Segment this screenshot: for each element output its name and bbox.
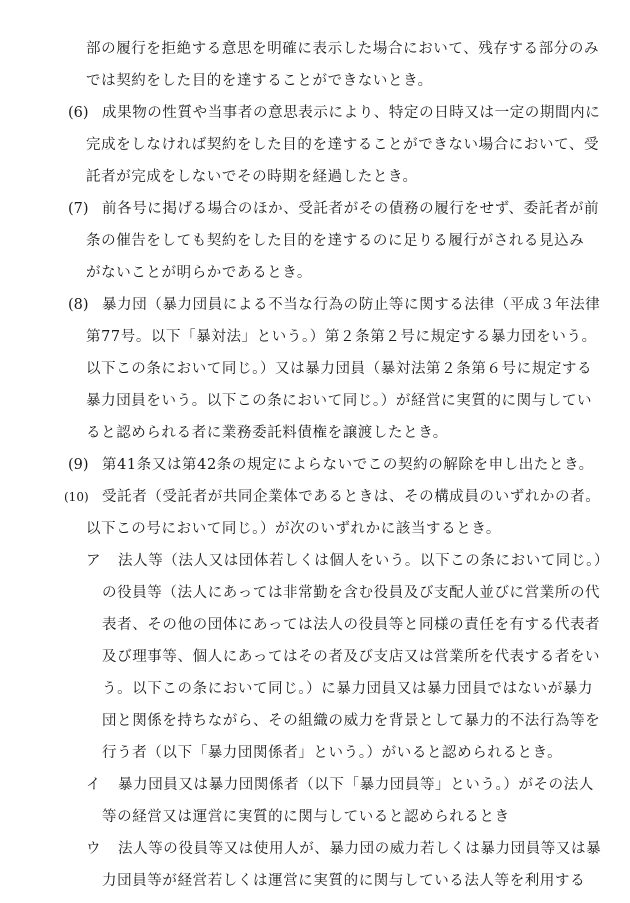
text-line: 第77号。以下「暴対法」という。）第２条第２号に規定する暴力団をいう。 <box>86 329 597 345</box>
text-line: う。以下この条において同じ。）に暴力団員又は暴力団員ではないが暴力 <box>102 681 594 697</box>
text-line: 等の経営又は運営に実質的に関与していると認められるとき <box>102 809 510 825</box>
text-line: 成果物の性質や当事者の意思表示により、特定の日時又は一定の期間内に <box>102 105 601 121</box>
subitem-marker: ウ <box>86 841 101 857</box>
text-line: 行う者（以下「暴力団関係者」という。）がいると認められるとき。 <box>102 745 563 761</box>
text-line: 暴力団（暴力団員による不当な行為の防止等に関する法律（平成３年法律 <box>102 297 601 313</box>
text-line: 表者、その他の団体にあっては法人の役員等と同様の責任を有する代表者 <box>102 617 601 633</box>
text-line: 力団員等が経営若しくは運営に実質的に関与している法人等を利用する <box>102 873 586 889</box>
item-number: (8) <box>68 297 89 313</box>
item-number: (6) <box>68 105 89 121</box>
text-line: 法人等の役員等又は使用人が、暴力団の威力若しくは暴力団員等又は暴 <box>118 841 602 857</box>
item-number: (9) <box>68 457 89 473</box>
text-line: の役員等（法人にあっては非常勤を含む役員及び支配人並びに営業所の代 <box>102 585 601 601</box>
text-line: 部の履行を拒絶する意思を明確に表示した場合において、残存する部分のみ <box>86 41 600 57</box>
text-line: 第41条又は第42条の規定によらないでこの契約の解除を申し出たとき。 <box>102 457 594 473</box>
text-line: 受託者（受託者が共同企業体であるときは、その構成員のいずれかの者。 <box>102 489 601 505</box>
text-line: では契約をした目的を達することができないとき。 <box>86 73 433 89</box>
text-line: 以下この条において同じ。）又は暴力団員（暴対法第２条第６号に規定する <box>86 361 593 377</box>
item-number: (7) <box>68 201 89 217</box>
text-line: 完成をしなければ契約をした目的を達することができない場合において、受 <box>86 137 600 153</box>
text-line: 前各号に掲げる場合のほか、受託者がその債務の履行をせず、委託者が前 <box>102 201 600 217</box>
subitem-marker: イ <box>86 777 101 793</box>
text-line: がないことが明らかであるとき。 <box>86 265 312 281</box>
text-line: 条の催告をしても契約をした目的を達するのに足りる履行がされる見込み <box>86 233 585 249</box>
subitem-marker: ア <box>86 553 101 569</box>
text-line: 団と関係を持ちながら、その組織の威力を背景として暴力的不法行為等を <box>102 713 601 729</box>
item-number: (10) <box>64 490 89 504</box>
text-line: 以下この号において同じ。）が次のいずれかに該当するとき。 <box>86 521 501 537</box>
text-line: 及び理事等、個人にあってはその者及び支店又は営業所を代表する者をい <box>102 649 601 665</box>
text-line: 法人等（法人又は団体若しくは個人をいう。以下この条において同じ。） <box>118 553 610 569</box>
text-line: 託者が完成をしないでその時期を経過したとき。 <box>86 169 418 185</box>
text-line: 暴力団員又は暴力団関係者（以下「暴力団員等」という。）がその法人 <box>118 777 594 793</box>
text-line: 暴力団員をいう。以下この条において同じ。）が経営に実質的に関与してい <box>86 393 593 409</box>
text-line: ると認められる者に業務委託料債権を譲渡したとき。 <box>86 425 448 441</box>
